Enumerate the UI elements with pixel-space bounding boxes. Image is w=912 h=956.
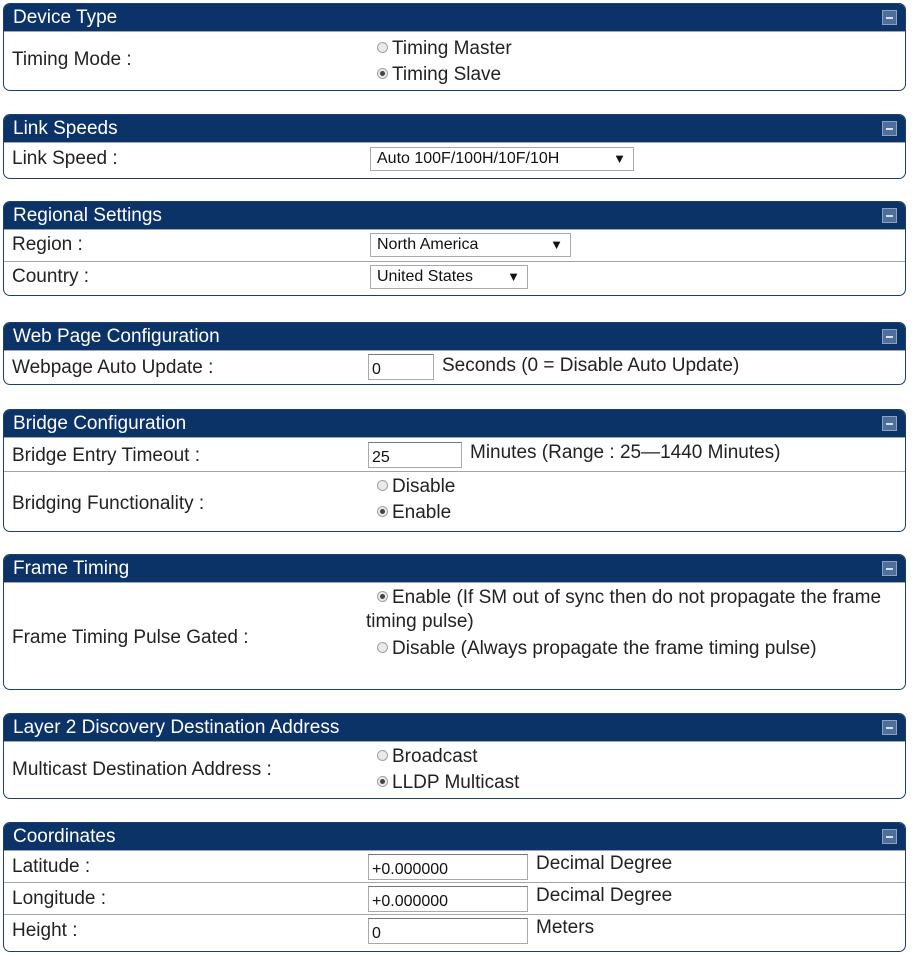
dropdown-arrow-icon: ▼ bbox=[507, 269, 520, 284]
multicast-address-radio-group bbox=[377, 744, 519, 796]
bridge-config-header bbox=[4, 410, 905, 437]
country-row bbox=[4, 261, 905, 294]
minimize-icon[interactable] bbox=[882, 720, 897, 735]
link-speed-label: Link Speed : bbox=[12, 148, 118, 169]
bridge-entry-timeout-unit: Minutes (Range : 25—1440 Minutes) bbox=[470, 442, 781, 463]
frame-timing-pulse-radio-group bbox=[366, 586, 886, 661]
timing-slave-radio[interactable]: Timing Slave bbox=[377, 62, 512, 88]
link-speeds-header bbox=[4, 115, 905, 142]
panel-title: Layer 2 Discovery Destination Address bbox=[13, 717, 340, 738]
minimize-icon[interactable] bbox=[882, 121, 897, 136]
link-speed-row bbox=[4, 142, 905, 176]
latitude-label: Latitude : bbox=[12, 856, 91, 877]
coordinates-header bbox=[4, 823, 905, 850]
auto-update-row bbox=[4, 350, 905, 384]
panel-title: Bridge Configuration bbox=[13, 413, 187, 434]
auto-update-label: Webpage Auto Update : bbox=[12, 357, 214, 378]
radio-icon bbox=[377, 480, 388, 491]
latitude-unit: Decimal Degree bbox=[536, 853, 673, 874]
auto-update-unit: Seconds (0 = Disable Auto Update) bbox=[442, 355, 740, 376]
bridge-entry-timeout-input[interactable]: 25 bbox=[368, 442, 462, 468]
device-type-header bbox=[4, 4, 905, 31]
regional-settings-header bbox=[4, 202, 905, 229]
panel-title: Device Type bbox=[13, 7, 118, 28]
broadcast-radio[interactable]: Broadcast bbox=[377, 744, 519, 770]
latitude-input[interactable]: +0.000000 bbox=[368, 854, 528, 880]
frame-timing-pulse-label: Frame Timing Pulse Gated : bbox=[12, 627, 249, 648]
frame-timing-disable-radio[interactable]: Disable (Always propagate the frame timing pulse) bbox=[366, 637, 886, 661]
frame-timing-panel bbox=[3, 554, 906, 690]
panel-title: Frame Timing bbox=[13, 558, 130, 579]
multicast-address-label: Multicast Destination Address : bbox=[12, 759, 272, 780]
bridging-functionality-radio-group bbox=[377, 474, 455, 526]
timing-mode-label: Timing Mode : bbox=[12, 49, 132, 70]
web-page-config-header bbox=[4, 323, 905, 350]
minimize-icon[interactable] bbox=[882, 561, 897, 576]
radio-icon bbox=[377, 642, 388, 653]
panel-title: Web Page Configuration bbox=[13, 326, 220, 347]
web-page-config-panel bbox=[3, 322, 906, 385]
minimize-icon[interactable] bbox=[882, 10, 897, 25]
minimize-icon[interactable] bbox=[882, 416, 897, 431]
radio-selected-icon bbox=[377, 506, 388, 517]
timing-master-radio[interactable]: Timing Master bbox=[377, 36, 512, 62]
frame-timing-pulse-row bbox=[4, 582, 905, 688]
device-type-panel bbox=[3, 3, 906, 91]
auto-update-input[interactable]: 0 bbox=[368, 354, 434, 380]
longitude-unit: Decimal Degree bbox=[536, 885, 673, 906]
lldp-multicast-radio[interactable]: LLDP Multicast bbox=[377, 770, 519, 796]
multicast-address-row bbox=[4, 741, 905, 797]
height-label: Height : bbox=[12, 920, 78, 941]
longitude-label: Longitude : bbox=[12, 888, 107, 909]
panel-title: Link Speeds bbox=[13, 118, 118, 139]
region-label: Region : bbox=[12, 234, 83, 255]
country-label: Country : bbox=[12, 266, 90, 287]
bridging-functionality-label: Bridging Functionality : bbox=[12, 493, 205, 514]
timing-mode-row bbox=[4, 31, 905, 89]
dropdown-arrow-icon: ▼ bbox=[550, 237, 563, 252]
minimize-icon[interactable] bbox=[882, 208, 897, 223]
frame-timing-header bbox=[4, 555, 905, 582]
bridge-entry-timeout-row bbox=[4, 437, 905, 471]
region-select[interactable]: North America ▼ bbox=[370, 233, 571, 257]
longitude-row bbox=[4, 882, 905, 914]
region-row bbox=[4, 229, 905, 261]
radio-selected-icon bbox=[377, 68, 388, 79]
height-input[interactable]: 0 bbox=[368, 918, 528, 944]
latitude-row bbox=[4, 850, 905, 882]
radio-selected-icon bbox=[377, 776, 388, 787]
link-speed-select[interactable]: Auto 100F/100H/10F/10H ▼ bbox=[370, 147, 634, 171]
coordinates-panel bbox=[3, 822, 906, 952]
regional-settings-panel bbox=[3, 201, 906, 296]
bridge-entry-timeout-label: Bridge Entry Timeout : bbox=[12, 445, 200, 466]
panel-title: Coordinates bbox=[13, 826, 116, 847]
bridging-disable-radio[interactable]: Disable bbox=[377, 474, 455, 500]
height-row bbox=[4, 914, 905, 950]
minimize-icon[interactable] bbox=[882, 829, 897, 844]
minimize-icon[interactable] bbox=[882, 329, 897, 344]
panel-title: Regional Settings bbox=[13, 205, 162, 226]
bridging-functionality-row bbox=[4, 471, 905, 529]
layer2-discovery-panel bbox=[3, 713, 906, 799]
bridging-enable-radio[interactable]: Enable bbox=[377, 500, 455, 526]
timing-mode-radio-group bbox=[377, 36, 512, 88]
link-speeds-panel bbox=[3, 114, 906, 179]
country-select[interactable]: United States ▼ bbox=[370, 265, 528, 289]
radio-selected-icon bbox=[377, 591, 388, 602]
height-unit: Meters bbox=[536, 917, 595, 938]
bridge-config-panel bbox=[3, 409, 906, 532]
radio-icon bbox=[377, 750, 388, 761]
radio-icon bbox=[377, 42, 388, 53]
layer2-discovery-header bbox=[4, 714, 905, 741]
frame-timing-enable-radio[interactable]: Enable (If SM out of sync then do not propagate the frame timing pulse) bbox=[366, 587, 882, 632]
longitude-input[interactable]: +0.000000 bbox=[368, 886, 528, 912]
dropdown-arrow-icon: ▼ bbox=[613, 151, 626, 166]
